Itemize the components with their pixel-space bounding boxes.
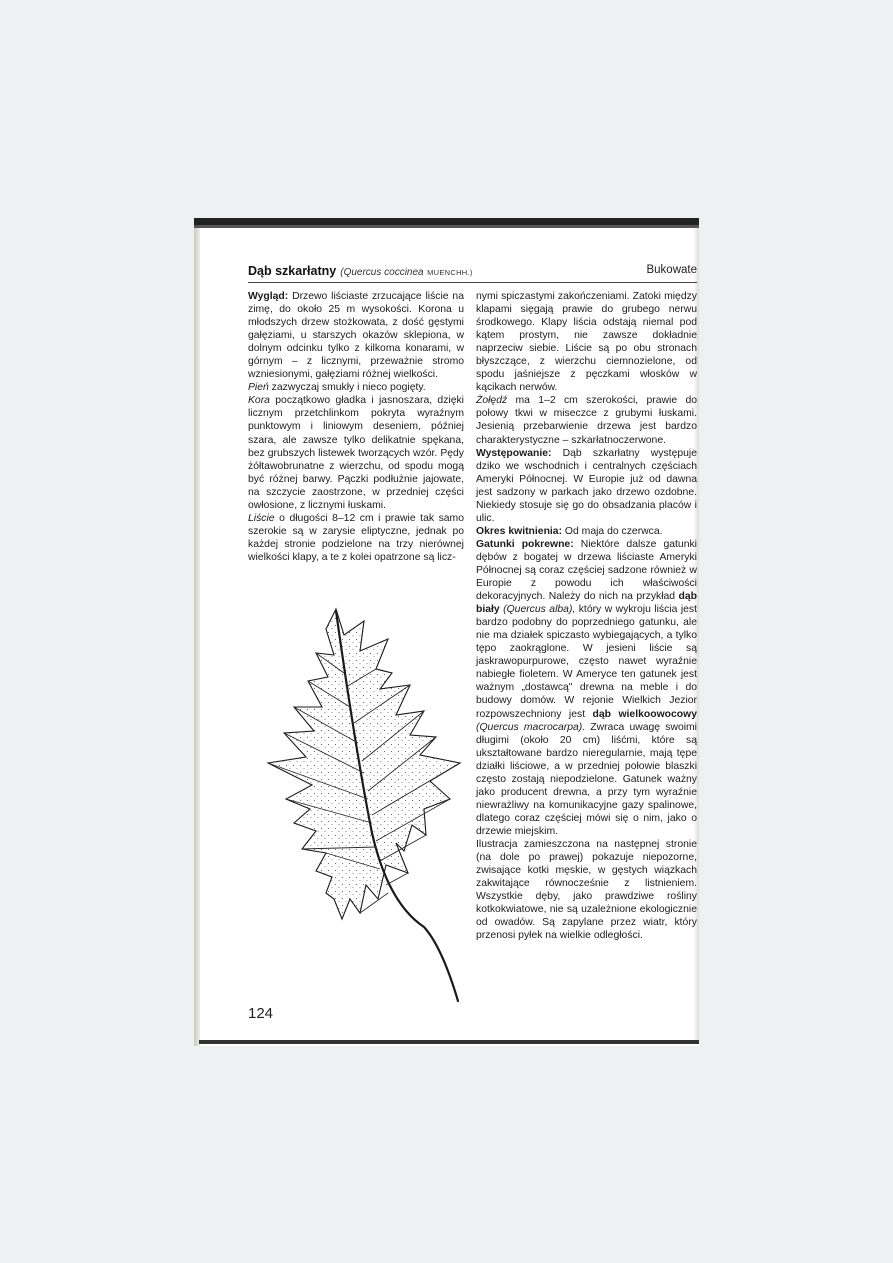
label-bark: Kora [248, 395, 270, 407]
label-related-species: Gatunki pokrewne: [476, 538, 574, 550]
text-leaves: o długości 8–12 cm i prawie tak samo szerokie są w zarysie eliptyczne, jednak po każdej stronie podzielone na trzy nierównej wielkości klapy, a te z kolei opatrzone są licz- [248, 512, 464, 563]
species-bur-oak: dąb wielkoowocowy [592, 708, 697, 720]
paragraph-leaves-continued [476, 290, 697, 394]
left-text-column [248, 290, 464, 564]
plant-family: Bukowate [646, 264, 697, 276]
paragraph-occurrence [476, 447, 697, 525]
scanned-book-page [194, 218, 699, 1046]
scan-top-edge [194, 218, 699, 228]
paragraph-illustration-note [476, 838, 697, 942]
text-trunk: zazwyczaj smukły i nieco pogięty. [268, 382, 426, 394]
right-text-column [476, 290, 697, 942]
paragraph-trunk [248, 381, 464, 394]
label-acorn: Żołędź [476, 395, 508, 407]
label-leaves: Liście [248, 512, 275, 524]
species-white-oak: dąb biały [476, 591, 697, 616]
paragraph-leaves [248, 512, 464, 564]
scan-left-edge [194, 228, 200, 1046]
scan-bottom-edge [199, 1040, 699, 1044]
paragraph-bark [248, 394, 464, 511]
label-appearance: Wygląd: [248, 291, 289, 302]
text-related-b: który w wykroju liścia jest bardzo podobny do poprzedniego gatunku, ale nie ma działek spiczasto wybiegających, a tylko tępo zaokrąglone. W jesieni liście są jaskrawopurpurowe, często nawet wyraźnie nabiegłe fioletem. W Ameryce ten gatunek jest ważnym „dostawcą" drewna na meble i do budowy domów. W rejonie Wielkich Jezior rozpowszechniony jest [476, 604, 697, 720]
species-author: MUENCHH.) [427, 268, 473, 277]
page-number: 124 [248, 1005, 274, 1022]
text-flowering: Od maja do czerwca. [562, 525, 663, 537]
species-latin-name: (Quercus coccinea [340, 267, 424, 278]
text-illustration-note: Ilustracja zamieszczona na następnej stronie (na dole po prawej) pokazuje niepozorne, zwisające kotki męskie, w gęstych wiązkach zakwitające równocześnie z listnieniem. Wszystkie dęby, jako prawdziwe rośliny kotkokwiatowe, nie są uzależnione ekologicznie od owadów. Są zapylane przez wiatr, który przenosi pyłek na wielkie odległości. [476, 838, 697, 942]
text-appearance: Drzewo liściaste zrzucające liście na zimę, do około 25 m wysokości. Korona u młodszych drzew stożkowata, z dość gęstymi gałęziami, u starszych okazów sklepiona, w dolnym odcinku tylko z kilkoma konarami, w górnym – z licznymi, przeważnie stromo wzniesionymi, gałęziami różnej wielkości. [248, 291, 464, 381]
oak-leaf-icon [264, 603, 464, 1003]
paragraph-appearance [248, 290, 464, 381]
text-related-a: Niektóre dalsze gatunki dębów z bogatej w drzewa liściaste Ameryki Północnej są coraz częściej sadzone również w Europie z powodu ich właściwości dekoracyjnych. Należy do nich na przykład [476, 538, 697, 603]
page-header [248, 264, 697, 283]
paragraph-acorn [476, 394, 697, 446]
text-leaves-continued: nymi spiczastymi zakończeniami. Zatoki między klapami sięgają prawie do grubego nerwu środkowego. Klapy liścia odstają niemal pod kątem prostym, nie zawsze dokładnie naprzeciw siebie. Liście są po obu stronach błyszczące, z wierzchu ciemnozielone, od spodu jaśniejsze z pęczkami włosków w kącikach nerwów. [476, 291, 697, 394]
label-trunk: Pień [248, 382, 269, 394]
text-occurrence: Dąb szkarłatny występuje dziko we wschodnich i centralnych częściach Ameryki Północnej. W Europie już od dawna jest sadzony w parkach jako drzewo ozdobne. Niekiedy stosuje się go do obsadzania placów i ulic. [476, 447, 697, 524]
latin-bur-oak: (Quercus macrocarpa). [476, 721, 586, 733]
paragraph-flowering [476, 525, 697, 538]
label-occurrence: Występowanie: [476, 447, 552, 459]
oak-leaf-illustration [264, 603, 464, 1003]
text-related-c: Zwraca uwagę swoimi długimi (około 20 cm) liśćmi, które są ukształtowane bardzo nieregularnie, mają tępe działki liściowe, a w przedniej połowie blaszki często zostają niepodzielone. Gatunek ważny jako producent drewna, a przy tym wyraźnie niewrażliwy na komunikacyjne gazy spalinowe, dlatego coraz częściej mówi się o nim, jako o drzewie miejskim. [476, 721, 697, 837]
paragraph-related-species [476, 538, 697, 838]
label-flowering: Okres kwitnienia: [476, 525, 563, 537]
text-bark: początkowo gładka i jasnoszara, dzięki licznym przetchlinkom pokryta wyraźnym punktowym i liniowym deseniem, później szara, ale zawsze tylko delikatnie spękana, bez grubszych listewek tworzących wzór. Pędy żółtawobrunatne z wierzchu, od spodu mogą być różnej barwy. Pączki podłużnie jajowate, na szczycie zaostrzone, w przedniej części owłosione, z licznymi łuskami. [248, 395, 464, 511]
text-acorn: ma 1–2 cm szerokości, prawie do połowy tkwi w miseczce z grubymi łuskami. Jesienią przebarwienie drzewa jest bardzo charakterystyczne – szkarłatnoczerwone. [476, 395, 697, 446]
species-title: Dąb szkarłatny [248, 264, 337, 278]
latin-white-oak: (Quercus alba), [499, 604, 576, 616]
